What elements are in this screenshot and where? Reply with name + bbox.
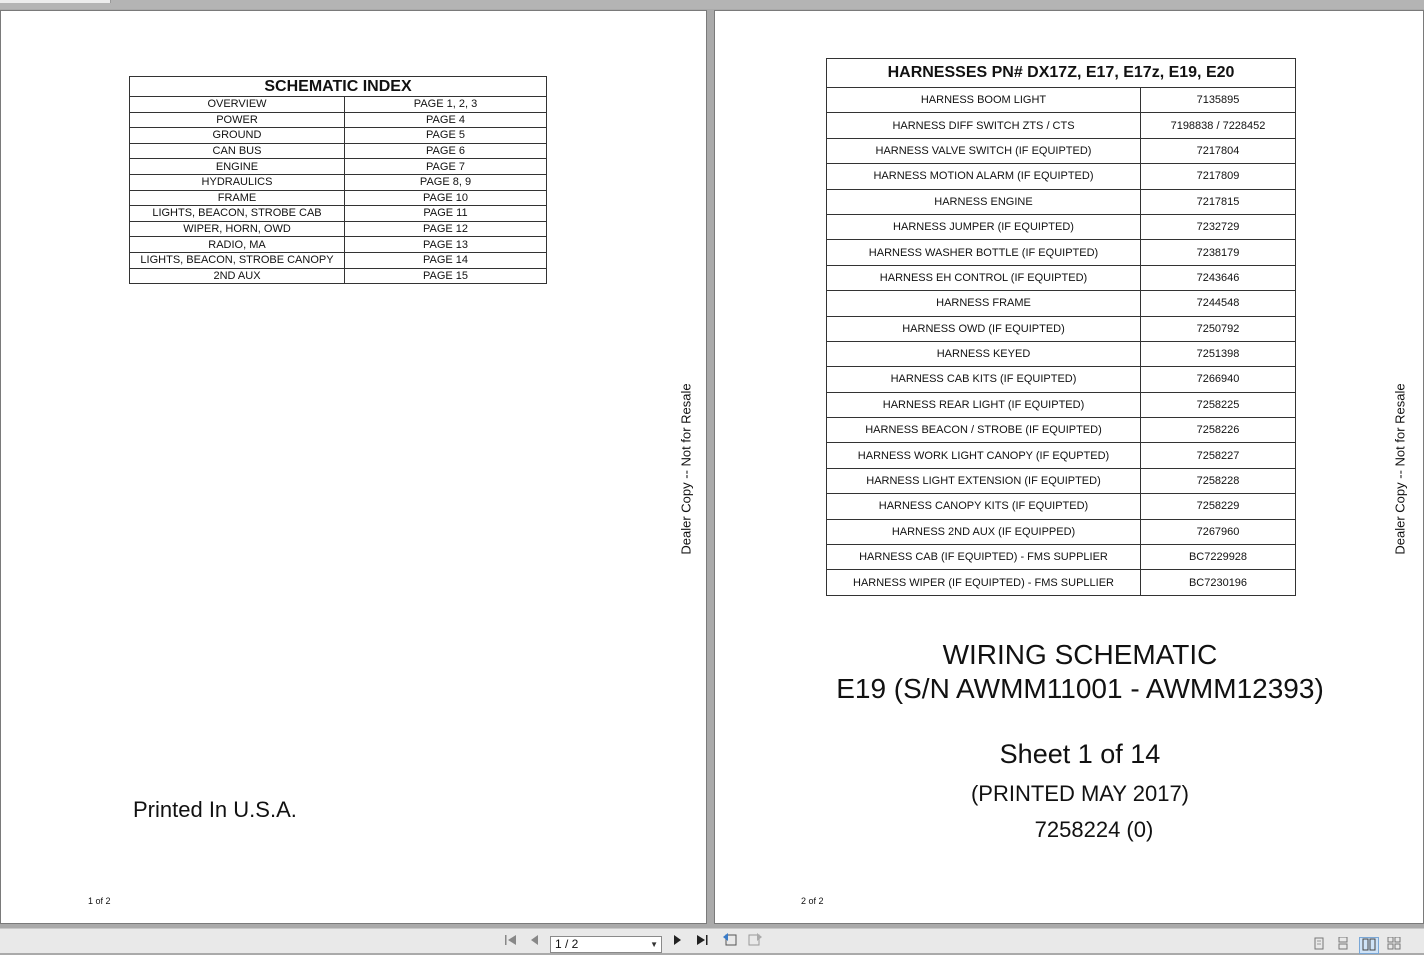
harness-row <box>827 341 1296 366</box>
index-row <box>130 268 547 284</box>
harness-row <box>827 367 1296 392</box>
index-page: PAGE 7 <box>345 159 547 175</box>
harness-row <box>827 468 1296 493</box>
harness-row <box>827 291 1296 316</box>
index-section: OVERVIEW <box>130 97 345 113</box>
harness-row <box>827 265 1296 290</box>
harness-part-number: 7243646 <box>1141 265 1296 290</box>
index-page: PAGE 1, 2, 3 <box>345 97 547 113</box>
top-tab[interactable] <box>0 0 111 3</box>
harness-part-number: 7198838 / 7228452 <box>1141 113 1296 138</box>
harness-name: HARNESS ENGINE <box>827 189 1141 214</box>
single-continuous-icon[interactable] <box>1334 937 1352 952</box>
harness-name: HARNESS REAR LIGHT (IF EQUIPTED) <box>827 392 1141 417</box>
index-section: POWER <box>130 112 345 128</box>
harness-name: HARNESS VALVE SWITCH (IF EQUIPTED) <box>827 138 1141 163</box>
harness-part-number: 7267960 <box>1141 519 1296 544</box>
harness-row <box>827 189 1296 214</box>
harness-name: HARNESS WORK LIGHT CANOPY (IF EQUPTED) <box>827 443 1141 468</box>
harness-row <box>827 240 1296 265</box>
harness-name: HARNESS EH CONTROL (IF EQUIPTED) <box>827 265 1141 290</box>
page-number-value: 1 / 2 <box>555 937 579 951</box>
index-row <box>130 128 547 144</box>
index-page: PAGE 15 <box>345 268 547 284</box>
first-page-icon[interactable] <box>503 929 519 953</box>
harness-name: HARNESS CANOPY KITS (IF EQUIPTED) <box>827 494 1141 519</box>
harness-row <box>827 494 1296 519</box>
index-section: ENGINE <box>130 159 345 175</box>
index-row <box>130 97 547 113</box>
harness-part-number: 7258228 <box>1141 468 1296 493</box>
index-page: PAGE 10 <box>345 190 547 206</box>
harness-name: HARNESS OWD (IF EQUIPTED) <box>827 316 1141 341</box>
index-section: RADIO, MA <box>130 237 345 253</box>
index-row <box>130 174 547 190</box>
harness-part-number: 7258227 <box>1141 443 1296 468</box>
harness-part-number: 7217804 <box>1141 138 1296 163</box>
index-page: PAGE 4 <box>345 112 547 128</box>
index-page: PAGE 5 <box>345 128 547 144</box>
document-page-2 <box>714 10 1424 924</box>
harness-name: HARNESS JUMPER (IF EQUIPTED) <box>827 214 1141 239</box>
index-section: HYDRAULICS <box>130 174 345 190</box>
harness-row <box>827 164 1296 189</box>
index-page: PAGE 13 <box>345 237 547 253</box>
sheet-label: Sheet 1 of 14 <box>999 739 1161 769</box>
index-page: PAGE 11 <box>345 206 547 222</box>
harness-part-number: BC7230196 <box>1141 570 1296 595</box>
index-page: PAGE 6 <box>345 143 547 159</box>
index-section: 2ND AUX <box>130 268 345 284</box>
schematic-index-table <box>129 76 547 284</box>
harness-name: HARNESS LIGHT EXTENSION (IF EQUIPTED) <box>827 468 1141 493</box>
harness-name: HARNESS 2ND AUX (IF EQUIPPED) <box>827 519 1141 544</box>
harness-part-number: 7258226 <box>1141 418 1296 443</box>
title-line-1: WIRING SCHEMATIC <box>942 639 1218 670</box>
harness-row <box>827 138 1296 163</box>
harness-name: HARNESS CAB (IF EQUIPTED) - FMS SUPPLIER <box>827 545 1141 570</box>
harness-part-number: 7266940 <box>1141 367 1296 392</box>
harness-name: HARNESS CAB KITS (IF EQUIPTED) <box>827 367 1141 392</box>
index-row <box>130 237 547 253</box>
harness-row <box>827 214 1296 239</box>
harness-row <box>827 443 1296 468</box>
harness-row <box>827 113 1296 138</box>
harness-part-number: 7250792 <box>1141 316 1296 341</box>
harness-row <box>827 88 1296 113</box>
page-number-input[interactable] <box>550 936 662 953</box>
last-page-icon[interactable] <box>694 929 710 953</box>
index-page: PAGE 14 <box>345 252 547 268</box>
harness-name: HARNESS BOOM LIGHT <box>827 88 1141 113</box>
harness-row <box>827 418 1296 443</box>
harness-part-number: 7135895 <box>1141 88 1296 113</box>
harness-part-number: 7217815 <box>1141 189 1296 214</box>
schematic-index-title: SCHEMATIC INDEX <box>130 77 547 97</box>
index-row <box>130 112 547 128</box>
harness-row <box>827 545 1296 570</box>
harness-row <box>827 316 1296 341</box>
harness-part-number: 7258229 <box>1141 494 1296 519</box>
index-row <box>130 221 547 237</box>
document-number: 7258224 (0) <box>1034 817 1154 842</box>
index-section: GROUND <box>130 128 345 144</box>
harness-row <box>827 392 1296 417</box>
harness-name: HARNESS KEYED <box>827 341 1141 366</box>
dealer-copy-watermark: Dealer Copy -- Not for Resale <box>1392 383 1408 555</box>
chevron-down-icon[interactable]: ▼ <box>650 940 658 949</box>
harness-name: HARNESS MOTION ALARM (IF EQUIPTED) <box>827 164 1141 189</box>
harness-name: HARNESS DIFF SWITCH ZTS / CTS <box>827 113 1141 138</box>
printed-in-label: Printed In U.S.A. <box>133 797 297 822</box>
next-view-icon[interactable] <box>745 929 765 953</box>
page-number: 2 of 2 <box>801 896 824 906</box>
index-section: LIGHTS, BEACON, STROBE CANOPY <box>130 252 345 268</box>
index-page: PAGE 12 <box>345 221 547 237</box>
prev-page-icon[interactable] <box>527 929 541 953</box>
page-number: 1 of 2 <box>88 896 111 906</box>
printed-date: (PRINTED MAY 2017) <box>970 781 1190 806</box>
harness-part-number: 7244548 <box>1141 291 1296 316</box>
top-strip <box>0 0 1424 9</box>
harness-row <box>827 570 1296 595</box>
harness-part-number: 7258225 <box>1141 392 1296 417</box>
next-page-icon[interactable] <box>671 929 685 953</box>
index-row <box>130 190 547 206</box>
harness-part-number: 7238179 <box>1141 240 1296 265</box>
title-line-2: E19 (S/N AWMM11001 - AWMM12393) <box>836 673 1324 704</box>
harness-name: HARNESS WIPER (IF EQUIPTED) - FMS SUPLLIER <box>827 570 1141 595</box>
index-page: PAGE 8, 9 <box>345 174 547 190</box>
index-section: FRAME <box>130 190 345 206</box>
harness-part-number: BC7229928 <box>1141 545 1296 570</box>
harness-row <box>827 519 1296 544</box>
wiring-schematic-title <box>775 638 1385 706</box>
index-row <box>130 252 547 268</box>
prev-view-icon[interactable] <box>720 929 740 953</box>
harness-name: HARNESS BEACON / STROBE (IF EQUIPTED) <box>827 418 1141 443</box>
bottom-toolbar <box>0 928 1424 953</box>
index-section: WIPER, HORN, OWD <box>130 221 345 237</box>
two-page-icon[interactable] <box>1359 937 1379 954</box>
harness-part-number: 7232729 <box>1141 214 1296 239</box>
harness-part-number: 7251398 <box>1141 341 1296 366</box>
harness-name: HARNESS FRAME <box>827 291 1141 316</box>
index-row <box>130 143 547 159</box>
index-section: LIGHTS, BEACON, STROBE CAB <box>130 206 345 222</box>
dealer-copy-watermark: Dealer Copy -- Not for Resale <box>678 383 694 555</box>
index-section: CAN BUS <box>130 143 345 159</box>
harness-table-title: HARNESSES PN# DX17Z, E17, E17z, E19, E20 <box>827 59 1296 88</box>
harness-name: HARNESS WASHER BOTTLE (IF EQUIPTED) <box>827 240 1141 265</box>
harness-table <box>826 58 1296 596</box>
harness-part-number: 7217809 <box>1141 164 1296 189</box>
index-row <box>130 159 547 175</box>
single-page-icon[interactable] <box>1310 937 1328 952</box>
index-row <box>130 206 547 222</box>
two-continuous-icon[interactable] <box>1385 937 1403 952</box>
document-page-1 <box>0 10 707 924</box>
